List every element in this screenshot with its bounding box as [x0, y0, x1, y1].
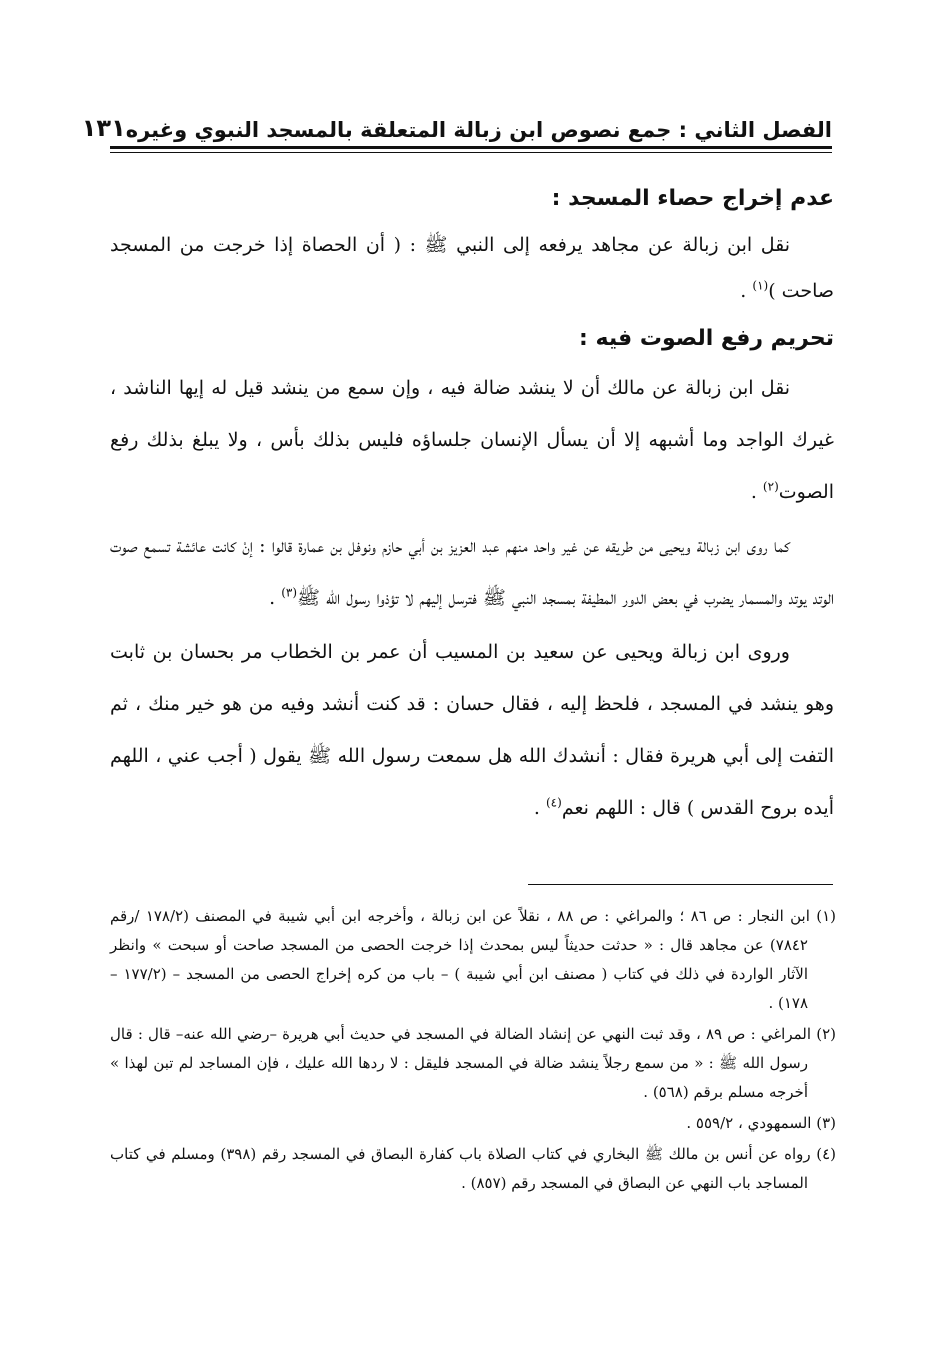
page-number: ١٣١	[81, 114, 126, 142]
header-rule-thin	[110, 152, 832, 153]
footnote-marker: (١)	[752, 278, 769, 293]
footnote-4: (٤) رواه عن أنس بن مالك ﷺ البخاري في كتاب الصلاة باب كفارة البصاق في المسجد رقم (٣٩٨) ومسلم في كتاب المساجد باب النهي عن البصاق في المسجد رقم (٨٥٧) .	[110, 1145, 836, 1192]
paragraph	[110, 362, 834, 518]
section-heading-pebbles: عدم إخراج حصاء المسجد :	[551, 186, 834, 211]
footnote-marker: (٣)	[281, 585, 298, 600]
paragraph-text: كما روى ابن زبالة ويحيى من طريقه عن غير واحد منهم عبد العزيز بن أبي حازم ونوفل بن عمارة قالوا : إنْ كانت عائشة تسمع صوت الوتد يوتد والمسمار يضرب في بعض الدور المطيفة بمسجد النبي ﷺ فترسل إليهم لا تؤذوا رسول الله ﷺ	[110, 535, 834, 609]
footnote-2: (٢) المراغي : ص ٨٩ ، وقد ثبت النهي عن إنشاد الضالة في المسجد في حديث أبي هريرة –رضي الله عنه– قال : قال رسول الله ﷺ : « من سمع رجلاً ينشد ضالة في المسجد فليقل : لا ردها الله عليك ، فإن المساجد لم تبن لهذا » أخرجه مسلم برقم (٥٦٨) .	[110, 1025, 836, 1101]
paragraph-tail: .	[750, 481, 763, 503]
paragraph	[110, 626, 834, 834]
paragraph	[110, 520, 834, 624]
paragraph-tail: .	[740, 280, 753, 302]
footnote-marker: (٢)	[762, 479, 779, 494]
paragraph	[110, 222, 834, 314]
footnote-3: (٣) السمهودي ، ٥٥٩/٢ .	[686, 1114, 836, 1132]
paragraph-text: نقل ابن زبالة عن مالك أن لا ينشد ضالة فيه ، وإن سمع من ينشد قيل له إيها الناشد ، غيرك الواجد وما أشبهه إلا أن يسأل الإنسان جلساؤه فليس بذلك بأس ، ولا يبلغ بذلك رفع الصوت	[110, 377, 834, 503]
footnote-marker: (٤)	[545, 795, 562, 810]
running-header	[81, 108, 832, 142]
header-rule	[110, 146, 832, 149]
paragraph-tail: .	[269, 587, 282, 609]
footnote-1: (١) ابن النجار : ص ٨٦ ؛ والمراغي : ص ٨٨ ، نقلاً عن ابن زبالة ، وأخرجه ابن أبي شيبة في المصنف (١٧٨/٢ /رقم ٧٨٤٢) عن مجاهد قال : « حدثت حديثاً ليس بمحدث إذا خرجت الحصى من المسجد صاحت أو سبحت » وانظر الآثار الواردة في ذلك في كتاب ( مصنف ابن أبي شيبة ) – باب من كره إخراج الحصى من المسجد – (١٧٧/٢ –١٧٨) .	[110, 907, 837, 1012]
paragraph-text: وروى ابن زبالة ويحيى عن سعيد بن المسيب أن عمر بن الخطاب مر بحسان بن ثابت وهو ينشد في المسجد ، فلحظ إليه ، فقال حسان : قد كنت أنشد وفيه من هو خير منك ، ثم التفت إلى أبي هريرة فقال : أنشدك الله هل سمعت رسول الله ﷺ يقول ( أجب عني ، اللهم أيده بروح القدس ) قال : اللهم نعم	[110, 641, 834, 819]
main-text	[110, 176, 834, 836]
paragraph-text: نقل ابن زبالة عن مجاهد يرفعه إلى النبي ﷺ : ( أن الحصاة إذا خرجت من المسجد صاحت )	[110, 234, 834, 302]
paragraph-tail: .	[533, 797, 546, 819]
chapter-title: الفصل الثاني : جمع نصوص ابن زبالة المتعلقة بالمسجد النبوي وغيره	[125, 118, 832, 142]
footnote-separator	[528, 884, 833, 885]
section-heading-raising-voice: تحريم رفع الصوت فيه :	[579, 326, 834, 351]
footnotes	[110, 902, 836, 1200]
